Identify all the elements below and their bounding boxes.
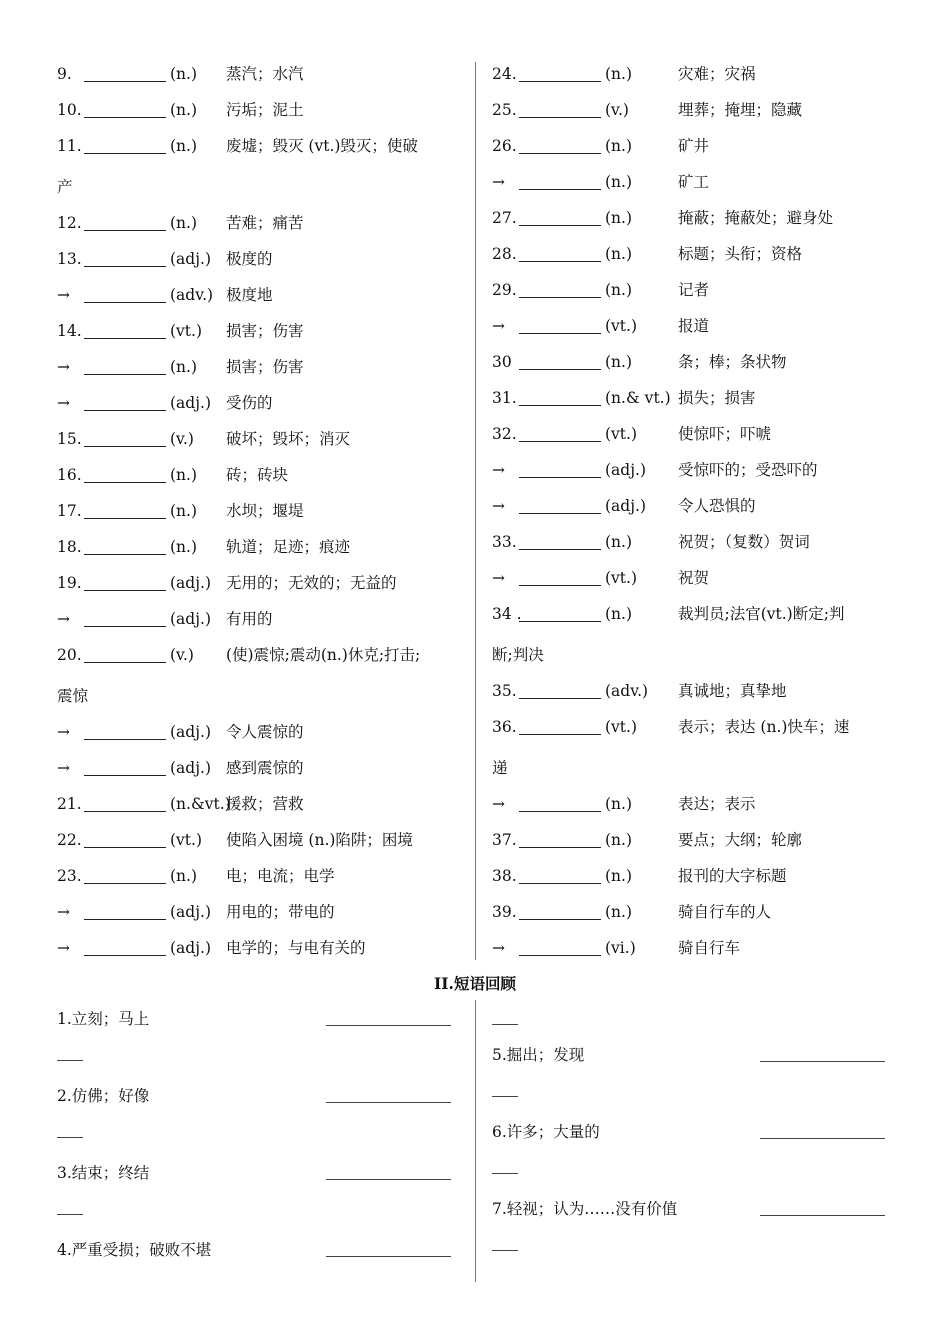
vocab-number: 12. — [57, 214, 82, 232]
answer-blank[interactable] — [84, 468, 166, 483]
vocab-number: → — [492, 795, 505, 813]
answer-blank[interactable] — [519, 319, 601, 334]
definition: 表达；表示 — [678, 795, 756, 813]
answer-blank[interactable] — [519, 463, 601, 478]
phrase-prompt: 5.掘出；发现 — [492, 1046, 585, 1064]
part-of-speech: (vi.) — [605, 939, 636, 957]
part-of-speech: (adj.) — [170, 759, 211, 777]
vocab-number: → — [57, 903, 70, 921]
vocab-number: 22. — [57, 831, 82, 849]
part-of-speech: (adj.) — [170, 610, 211, 628]
answer-blank[interactable] — [519, 535, 601, 550]
part-of-speech: (n.) — [605, 65, 633, 83]
part-of-speech: (n.) — [605, 209, 633, 227]
vocab-number: → — [57, 759, 70, 777]
definition: 损害；伤害 — [226, 322, 304, 340]
definition: 令人恐惧的 — [678, 497, 756, 515]
phrase-prompt: 6.许多；大量的 — [492, 1123, 600, 1141]
vocab-number: 10. — [57, 101, 82, 119]
part-of-speech: (n.) — [170, 502, 198, 520]
answer-blank[interactable] — [84, 612, 166, 627]
definition: 裁判员;法官(vt.)断定;判 — [678, 605, 845, 623]
answer-blank[interactable] — [519, 391, 601, 406]
answer-line-tail[interactable] — [492, 1024, 518, 1025]
vocab-number: → — [57, 723, 70, 741]
answer-line-tail[interactable] — [492, 1096, 518, 1097]
answer-line-tail[interactable] — [57, 1214, 83, 1215]
vocab-number: 21. — [57, 795, 82, 813]
part-of-speech: (vt.) — [605, 317, 638, 335]
vocab-number: 14. — [57, 322, 82, 340]
definition: 砖；砖块 — [226, 466, 289, 484]
vocab-number: 16. — [57, 466, 82, 484]
definition: 污垢；泥土 — [226, 101, 304, 119]
definition: 记者 — [678, 281, 710, 299]
vocab-number: 17. — [57, 502, 82, 520]
part-of-speech: (n.) — [605, 173, 633, 191]
part-of-speech: (n.) — [170, 538, 198, 556]
part-of-speech: (adv.) — [605, 682, 649, 700]
vocab-number: 36. — [492, 718, 517, 736]
part-of-speech: (n.& vt.) — [605, 389, 671, 407]
vocab-number: 27. — [492, 209, 517, 227]
vocab-number: 30 — [492, 353, 512, 371]
answer-line-tail[interactable] — [492, 1173, 518, 1174]
answer-blank[interactable] — [519, 941, 601, 956]
definition: 令人震惊的 — [226, 723, 304, 741]
answer-blank[interactable] — [519, 720, 601, 735]
part-of-speech: (n.) — [605, 867, 633, 885]
definition: 破坏；毁坏；消灭 — [226, 430, 351, 448]
vocab-number: 23. — [57, 867, 82, 885]
definition: 感到震惊的 — [226, 759, 304, 777]
definition: 电；电流；电学 — [226, 867, 335, 885]
definition: 损失；损害 — [678, 389, 756, 407]
answer-blank[interactable] — [84, 103, 166, 118]
answer-blank[interactable] — [519, 427, 601, 442]
vocab-number: 37. — [492, 831, 517, 849]
phrase-prompt: 4.严重受损；破败不堪 — [57, 1241, 212, 1259]
answer-blank[interactable] — [84, 941, 166, 956]
part-of-speech: (v.) — [170, 430, 194, 448]
column-divider — [475, 62, 476, 960]
part-of-speech: (adj.) — [170, 723, 211, 741]
vocab-number: 33. — [492, 533, 517, 551]
part-of-speech: (n.&vt.) — [170, 795, 231, 813]
part-of-speech: (n.) — [170, 65, 198, 83]
vocab-number: 26. — [492, 137, 517, 155]
definition-continued: 递 — [492, 759, 508, 777]
definition-continued: 震惊 — [57, 687, 89, 705]
part-of-speech: (n.) — [605, 245, 633, 263]
part-of-speech: (vt.) — [605, 425, 638, 443]
definition: 援救；营救 — [226, 795, 304, 813]
vocab-number: 13. — [57, 250, 82, 268]
definition: 掩蔽；掩蔽处；避身处 — [678, 209, 834, 227]
answer-blank[interactable] — [519, 67, 601, 82]
definition: 苦难；痛苦 — [226, 214, 304, 232]
answer-blank[interactable] — [84, 725, 166, 740]
answer-blank[interactable] — [84, 288, 166, 303]
definition: 损害；伤害 — [226, 358, 304, 376]
definition: 使惊吓；吓唬 — [678, 425, 772, 443]
answer-blank[interactable] — [84, 761, 166, 776]
part-of-speech: (adj.) — [170, 939, 211, 957]
answer-line[interactable] — [326, 1102, 451, 1103]
definition: 用电的；带电的 — [226, 903, 335, 921]
part-of-speech: (adj.) — [170, 574, 211, 592]
vocab-number: 31. — [492, 389, 517, 407]
definition: 水坝；堰堤 — [226, 502, 304, 520]
part-of-speech: (n.) — [605, 281, 633, 299]
vocab-number: 18. — [57, 538, 82, 556]
answer-blank[interactable] — [519, 869, 601, 884]
definition: 报道 — [678, 317, 710, 335]
part-of-speech: (n.) — [170, 137, 198, 155]
answer-blank[interactable] — [519, 571, 601, 586]
answer-blank[interactable] — [84, 396, 166, 411]
vocab-number: → — [492, 569, 505, 587]
vocab-number: → — [492, 317, 505, 335]
part-of-speech: (n.) — [605, 533, 633, 551]
answer-blank[interactable] — [84, 905, 166, 920]
definition: 受伤的 — [226, 394, 273, 412]
answer-blank[interactable] — [84, 869, 166, 884]
answer-blank[interactable] — [84, 324, 166, 339]
vocab-number: → — [57, 286, 70, 304]
vocab-number: → — [492, 173, 505, 191]
part-of-speech: (n.) — [170, 466, 198, 484]
part-of-speech: (n.) — [170, 101, 198, 119]
answer-blank[interactable] — [519, 607, 601, 622]
answer-blank[interactable] — [519, 103, 601, 118]
part-of-speech: (vt.) — [605, 569, 638, 587]
definition: 埋葬；掩埋；隐藏 — [678, 101, 803, 119]
vocab-number: → — [57, 358, 70, 376]
answer-blank[interactable] — [519, 905, 601, 920]
vocab-number: 9. — [57, 65, 72, 83]
part-of-speech: (n.) — [605, 831, 633, 849]
vocab-number: 20. — [57, 646, 82, 664]
definition: 极度地 — [226, 286, 273, 304]
part-of-speech: (vt.) — [170, 831, 203, 849]
answer-blank[interactable] — [519, 833, 601, 848]
vocab-number: 32. — [492, 425, 517, 443]
answer-blank[interactable] — [519, 283, 601, 298]
definition: 骑自行车 — [678, 939, 741, 957]
definition: 无用的；无效的；无益的 — [226, 574, 397, 592]
part-of-speech: (adj.) — [170, 394, 211, 412]
answer-blank[interactable] — [519, 355, 601, 370]
definition: 极度的 — [226, 250, 273, 268]
definition: 要点；大纲；轮廓 — [678, 831, 803, 849]
answer-blank[interactable] — [519, 211, 601, 226]
definition: (使)震惊;震动(n.)休克;打击; — [226, 646, 421, 664]
part-of-speech: (v.) — [605, 101, 629, 119]
vocab-number: → — [57, 394, 70, 412]
answer-blank[interactable] — [84, 432, 166, 447]
answer-blank[interactable] — [519, 139, 601, 154]
part-of-speech: (vt.) — [605, 718, 638, 736]
part-of-speech: (n.) — [170, 358, 198, 376]
phrase-prompt: 7.轻视；认为……没有价值 — [492, 1200, 678, 1218]
vocab-number: → — [492, 497, 505, 515]
column-divider-bottom — [475, 1000, 476, 1282]
definition: 骑自行车的人 — [678, 903, 772, 921]
part-of-speech: (n.) — [605, 137, 633, 155]
part-of-speech: (n.) — [605, 795, 633, 813]
answer-blank[interactable] — [84, 540, 166, 555]
vocab-number: → — [492, 939, 505, 957]
vocab-number: 24. — [492, 65, 517, 83]
answer-blank[interactable] — [84, 216, 166, 231]
vocab-number: 19. — [57, 574, 82, 592]
part-of-speech: (adj.) — [170, 250, 211, 268]
answer-line[interactable] — [760, 1215, 885, 1216]
answer-blank[interactable] — [84, 504, 166, 519]
definition: 蒸汽；水汽 — [226, 65, 304, 83]
vocab-number: → — [57, 610, 70, 628]
definition-continued: 产 — [57, 178, 73, 196]
vocab-number: 35. — [492, 682, 517, 700]
vocab-number: 29. — [492, 281, 517, 299]
answer-line-tail[interactable] — [57, 1060, 83, 1061]
part-of-speech: (n.) — [170, 214, 198, 232]
vocab-number: → — [492, 461, 505, 479]
definition: 矿工 — [678, 173, 710, 191]
answer-line[interactable] — [326, 1256, 451, 1257]
definition: 矿井 — [678, 137, 710, 155]
answer-blank[interactable] — [519, 684, 601, 699]
definition: 表示；表达 (n.)快车；速 — [678, 718, 850, 736]
definition: 真诚地；真挚地 — [678, 682, 787, 700]
definition: 受惊吓的；受恐吓的 — [678, 461, 818, 479]
definition: 条；棒；条状物 — [678, 353, 787, 371]
part-of-speech: (n.) — [605, 605, 633, 623]
answer-blank[interactable] — [84, 797, 166, 812]
answer-line-tail[interactable] — [57, 1137, 83, 1138]
part-of-speech: (adj.) — [170, 903, 211, 921]
vocab-number: 38. — [492, 867, 517, 885]
vocab-number: 15. — [57, 430, 82, 448]
vocab-number: → — [57, 939, 70, 957]
answer-blank[interactable] — [84, 360, 166, 375]
vocab-number: 39. — [492, 903, 517, 921]
answer-blank[interactable] — [84, 833, 166, 848]
definition: 报刊的大字标题 — [678, 867, 787, 885]
answer-blank[interactable] — [519, 175, 601, 190]
answer-line[interactable] — [760, 1138, 885, 1139]
part-of-speech: (v.) — [170, 646, 194, 664]
part-of-speech: (adv.) — [170, 286, 214, 304]
definition: 有用的 — [226, 610, 273, 628]
definition: 轨道；足迹；痕迹 — [226, 538, 351, 556]
part-of-speech: (adj.) — [605, 497, 646, 515]
answer-blank[interactable] — [519, 499, 601, 514]
definition: 废墟；毁灭 (vt.)毁灭；使破 — [226, 137, 418, 155]
vocab-number: 25. — [492, 101, 517, 119]
part-of-speech: (n.) — [605, 903, 633, 921]
definition: 电学的；与电有关的 — [226, 939, 366, 957]
part-of-speech: (n.) — [170, 867, 198, 885]
answer-line-tail[interactable] — [492, 1250, 518, 1251]
answer-line[interactable] — [760, 1061, 885, 1062]
answer-line[interactable] — [326, 1025, 451, 1026]
phrase-prompt: 1.立刻；马上 — [57, 1010, 150, 1028]
definition: 灾难；灾祸 — [678, 65, 756, 83]
answer-blank[interactable] — [84, 67, 166, 82]
answer-blank[interactable] — [84, 139, 166, 154]
definition-continued: 断;判决 — [492, 646, 544, 664]
answer-blank[interactable] — [84, 576, 166, 591]
vocab-number: 34 . — [492, 605, 522, 623]
phrase-prompt: 2.仿佛；好像 — [57, 1087, 150, 1105]
definition: 标题；头衔；资格 — [678, 245, 803, 263]
answer-blank[interactable] — [84, 648, 166, 663]
answer-blank[interactable] — [519, 797, 601, 812]
vocab-number: 28. — [492, 245, 517, 263]
phrase-prompt: 3.结束；终结 — [57, 1164, 150, 1182]
vocab-number: 11. — [57, 137, 82, 155]
section-title: II.短语回顾 — [434, 974, 516, 993]
definition: 祝贺 — [678, 569, 710, 587]
part-of-speech: (n.) — [605, 353, 633, 371]
definition: 祝贺；（复数）贺词 — [678, 533, 810, 551]
part-of-speech: (vt.) — [170, 322, 203, 340]
part-of-speech: (adj.) — [605, 461, 646, 479]
answer-blank[interactable] — [84, 252, 166, 267]
answer-blank[interactable] — [519, 247, 601, 262]
answer-line[interactable] — [326, 1179, 451, 1180]
definition: 使陷入困境 (n.)陷阱；困境 — [226, 831, 413, 849]
